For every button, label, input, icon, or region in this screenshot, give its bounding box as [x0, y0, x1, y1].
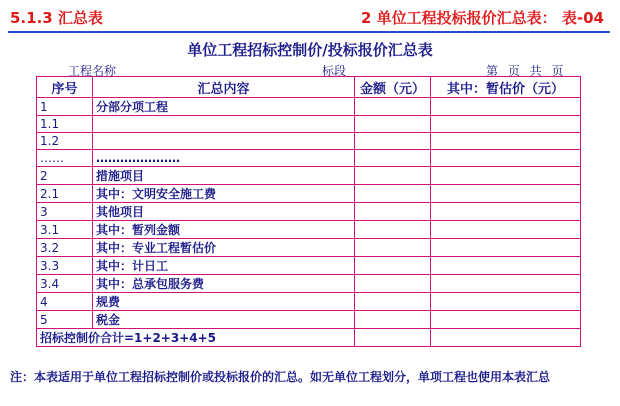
row-content: ………………… [93, 150, 355, 167]
table-row [37, 167, 581, 185]
table-row [37, 116, 581, 133]
row-amount-cell [355, 116, 431, 133]
row-amount-cell [355, 133, 431, 150]
project-name-label: 工程名称 [68, 64, 117, 78]
form-title: 2 单位工程投标报价汇总表： 表-04 [361, 9, 604, 27]
row-estimate-cell [431, 275, 581, 293]
row-content: 措施项目 [93, 167, 355, 185]
table-row [37, 275, 581, 293]
table-header-row [37, 77, 581, 98]
row-seq: …… [37, 150, 93, 167]
row-content: 其他项目 [93, 203, 355, 221]
row-amount-cell [355, 203, 431, 221]
row-content: 其中：暂列金额 [93, 221, 355, 239]
row-amount-cell [355, 275, 431, 293]
row-content: 税金 [93, 311, 355, 329]
row-seq: 1.2 [37, 133, 93, 150]
row-content: 其中：总承包服务费 [93, 275, 355, 293]
row-seq: 5 [37, 311, 93, 329]
table-row [37, 221, 581, 239]
section-label: 标段 [322, 64, 347, 78]
section-heading: 5.1.3 汇总表 [10, 9, 103, 27]
row-amount-cell [355, 311, 431, 329]
row-seq: 4 [37, 293, 93, 311]
row-amount-cell [355, 185, 431, 203]
table-row [37, 98, 581, 116]
row-amount-cell [355, 257, 431, 275]
row-estimate-cell [431, 221, 581, 239]
row-estimate-cell [431, 185, 581, 203]
total-row [37, 329, 581, 347]
row-content: 其中：专业工程暂估价 [93, 239, 355, 257]
row-estimate-cell [431, 257, 581, 275]
total-estimate-cell [431, 329, 581, 347]
row-seq: 1 [37, 98, 93, 116]
row-seq: 3.1 [37, 221, 93, 239]
table-row [37, 203, 581, 221]
row-estimate-cell [431, 133, 581, 150]
row-seq: 3.2 [37, 239, 93, 257]
table-row [37, 185, 581, 203]
table-row [37, 257, 581, 275]
table-row [37, 311, 581, 329]
row-estimate-cell [431, 311, 581, 329]
row-content [93, 116, 355, 133]
row-amount-cell [355, 221, 431, 239]
col-header-content: 汇总内容 [93, 77, 355, 98]
col-header-estimate: 其中：暂估价（元） [431, 77, 581, 98]
document-title: 单位工程招标控制价/投标报价汇总表 [187, 41, 433, 59]
total-label: 招标控制价合计=1+2+3+4+5 [37, 329, 355, 347]
row-content: 其中：文明安全施工费 [93, 185, 355, 203]
col-header-amount: 金额（元） [355, 77, 431, 98]
table-row [37, 239, 581, 257]
table-row [37, 293, 581, 311]
row-content [93, 133, 355, 150]
row-seq: 3 [37, 203, 93, 221]
row-estimate-cell [431, 239, 581, 257]
row-amount-cell [355, 167, 431, 185]
col-header-seq: 序号 [37, 77, 93, 98]
row-amount-cell [355, 239, 431, 257]
row-seq: 2.1 [37, 185, 93, 203]
header-divider [8, 31, 610, 33]
page-label: 第 页 共 页 [486, 64, 564, 78]
row-content: 规费 [93, 293, 355, 311]
row-seq: 2 [37, 167, 93, 185]
row-amount-cell [355, 293, 431, 311]
row-content: 分部分项工程 [93, 98, 355, 116]
row-content: 其中：计日工 [93, 257, 355, 275]
summary-table [36, 76, 581, 347]
row-amount-cell [355, 150, 431, 167]
row-amount-cell [355, 98, 431, 116]
total-amount-cell [355, 329, 431, 347]
row-estimate-cell [431, 150, 581, 167]
row-estimate-cell [431, 98, 581, 116]
row-estimate-cell [431, 293, 581, 311]
row-seq: 1.1 [37, 116, 93, 133]
footnote: 注：本表适用于单位工程招标控制价或投标报价的汇总。如无单位工程划分，单项工程也使用本表汇总 [10, 370, 551, 384]
row-seq: 3.4 [37, 275, 93, 293]
row-seq: 3.3 [37, 257, 93, 275]
row-estimate-cell [431, 203, 581, 221]
row-estimate-cell [431, 167, 581, 185]
table-row [37, 133, 581, 150]
table-row [37, 150, 581, 167]
row-estimate-cell [431, 116, 581, 133]
